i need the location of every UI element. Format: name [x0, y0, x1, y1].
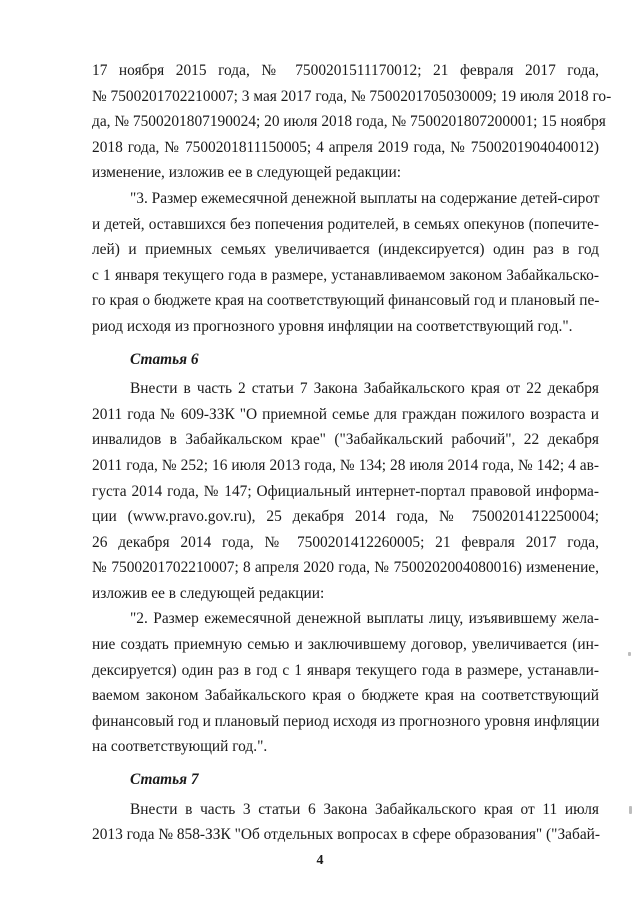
text-line: и детей, оставшихся без попечения родителей, в семьях опекунов (попечите- — [92, 215, 599, 233]
text-line: на соответствующий год.". — [92, 738, 268, 756]
paragraph-quote-2 — [92, 606, 599, 760]
paragraph-quote-3 — [92, 186, 599, 340]
text-line: риод исходя из прогнозного уровня инфляции на соответствующий год.". — [92, 317, 573, 335]
paragraph-article-7 — [92, 797, 599, 848]
text-line: инвалидов в Забайкальском крае" ("Забайкальский рабочий", 22 декабря — [92, 431, 599, 449]
text-line: ции (www.pravo.gov.ru), 25 декабря 2014 года, № 7500201412250004; — [92, 508, 599, 526]
text-line: 2013 года № 858-ЗЗК "Об отдельных вопросах в сфере образования" ("Забай- — [92, 826, 601, 844]
text-line: 2011 года, № 252; 16 июля 2013 года, № 134; 28 июля 2014 года, № 142; 4 ав- — [92, 456, 599, 474]
text-line: "3. Размер ежемесячной денежной выплаты на содержание детей-сирот — [130, 189, 600, 207]
text-line: изложив ее в следующей редакции: — [92, 584, 325, 602]
text-line: да, № 7500201807190024; 20 июля 2018 года, № 7500201807200001; 15 ноября — [92, 113, 606, 131]
text-line: густа 2014 года, № 147; Официальный интернет-портал правовой информа- — [92, 482, 599, 500]
text-line: с 1 января текущего года в размере, устанавливаемом законом Забайкальско- — [92, 266, 599, 284]
document-body — [92, 58, 612, 848]
scan-speck — [629, 806, 632, 814]
paragraph-amendment-intro — [92, 58, 612, 186]
paragraph-article-6 — [92, 376, 599, 606]
article-6-heading: Статья 6 — [130, 350, 199, 368]
text-line: 17 ноября 2015 года, № 7500201511170012; 21 февраля 2017 года, — [92, 62, 599, 79]
text-line: лей) и приемных семьях увеличивается (индексируется) один раз в год — [92, 241, 599, 259]
text-line: "2. Размер ежемесячной денежной выплаты лицу, изъявившему жела- — [130, 610, 599, 628]
text-line: 2018 года, № 7500201811150005; 4 апреля 2019 года, № 7500201904040012) — [92, 138, 599, 156]
text-line: № 7500201702210007; 8 апреля 2020 года, № 7500202004080016) изменение, — [92, 559, 599, 577]
text-line: го края о бюджете края на соответствующий финансовый год и плановый пе- — [92, 292, 600, 310]
text-line: изменение, изложив ее в следующей редакции: — [92, 164, 402, 182]
scan-speck — [628, 652, 631, 656]
text-line: Внести в часть 3 статьи 6 Закона Забайкальского края от 11 июля — [130, 800, 599, 818]
text-line: дексируется) один раз в год с 1 января текущего года в размере, устанавли- — [92, 661, 599, 679]
text-line: 26 декабря 2014 года, № 7500201412260005; 21 февраля 2017 года, — [92, 533, 599, 551]
text-line: Внести в часть 2 статьи 7 Закона Забайкальского края от 22 декабря — [130, 380, 599, 398]
text-line: ваемом законом Забайкальского края о бюджете края на соответствующий — [92, 687, 599, 705]
article-7-heading: Статья 7 — [130, 771, 199, 789]
text-line: финансовый год и плановый период исходя из прогнозного уровня инфляции — [92, 712, 600, 730]
page-number: 4 — [316, 853, 324, 868]
text-line: ние создать приемную семью и заключившему договор, увеличивается (ин- — [92, 636, 599, 654]
text-line: № 7500201702210007; 3 мая 2017 года, № 7500201705030009; 19 июля 2018 го- — [92, 87, 612, 105]
text-line: 2011 года № 609-ЗЗК "О приемной семье для граждан пожилого возраста и — [92, 405, 599, 423]
